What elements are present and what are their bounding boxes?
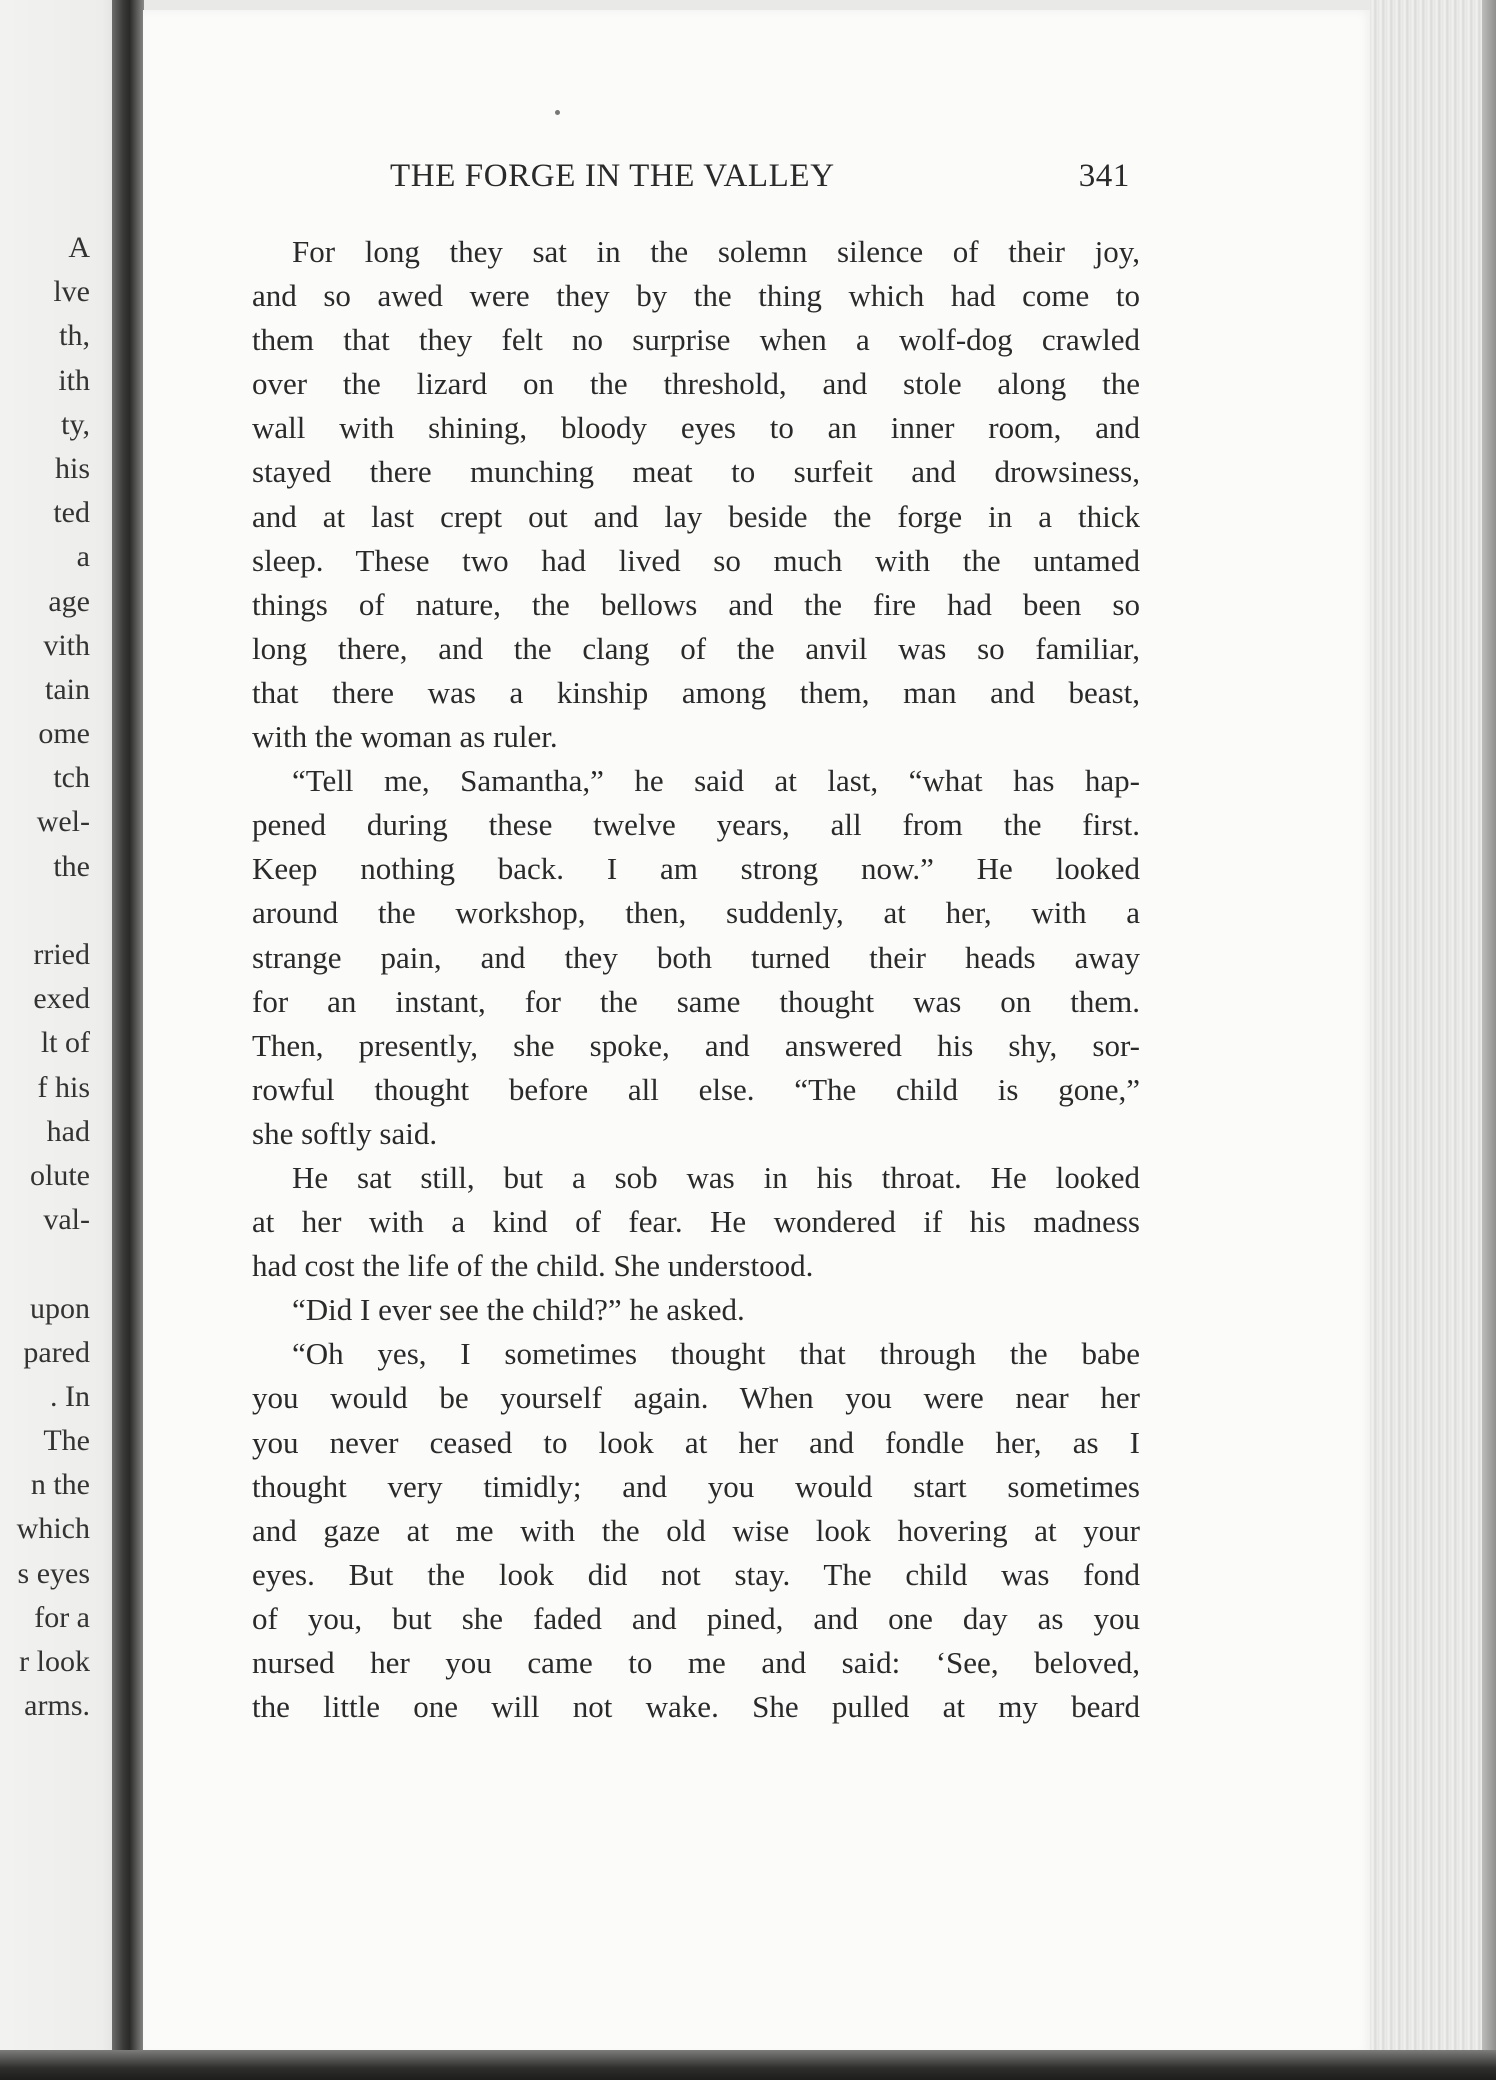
left-page-fragment: upon <box>30 1291 90 1325</box>
text-line: He sat still, but a sob was in his throat. He looked <box>292 1159 1140 1195</box>
text-line: sleep. These two had lived so much with the untamed <box>252 542 1140 578</box>
book-cover-edge <box>1482 0 1496 2060</box>
text-line: Then, presently, she spoke, and answered his shy, sor- <box>252 1027 1140 1063</box>
left-page-fragment: ith <box>58 363 90 397</box>
text-line: and so awed were they by the thing which had come to <box>252 278 1140 314</box>
left-page-fragment: tain <box>45 672 90 706</box>
text-line: eyes. But the look did not stay. The child was fond <box>252 1556 1140 1592</box>
left-page-fragment: age <box>48 584 90 618</box>
text-line: of you, but she faded and pined, and one day as you <box>252 1600 1140 1636</box>
left-page-fragment: lve <box>53 275 90 309</box>
text-line: around the workshop, then, suddenly, at her, with a <box>252 895 1140 931</box>
left-page-fragment: f his <box>37 1070 90 1104</box>
text-line: over the lizard on the threshold, and stole along the <box>252 366 1140 402</box>
text-line: the little one will not wake. She pulled at my beard <box>252 1689 1140 1725</box>
text-line: “Oh yes, I sometimes thought that through the babe <box>292 1336 1140 1372</box>
text-line: thought very timidly; and you would start sometimes <box>252 1468 1140 1504</box>
left-page-fragment: s eyes <box>17 1556 90 1590</box>
text-line: you would be yourself again. When you were near her <box>252 1380 1140 1416</box>
left-page-fragment: The <box>43 1424 90 1458</box>
left-page-fragment: val- <box>43 1203 90 1237</box>
left-page-fragment: pared <box>23 1335 90 1369</box>
text-line: things of nature, the bellows and the fire had been so <box>252 586 1140 622</box>
text-line: Keep nothing back. I am strong now.” He looked <box>252 851 1140 887</box>
page-number: 341 <box>1078 158 1130 194</box>
left-page-fragment: a <box>76 540 90 574</box>
text-line: she softly said. <box>252 1115 438 1151</box>
left-page-fragment: which <box>16 1512 90 1546</box>
left-page-fragment: A <box>68 231 90 264</box>
text-line: them that they felt no surprise when a wolf-dog crawled <box>252 322 1140 358</box>
text-line: with the woman as ruler. <box>252 719 558 755</box>
text-line: and gaze at me with the old wise look hovering at your <box>252 1512 1140 1548</box>
left-page-fragment <box>0 889 90 933</box>
left-page-fragment: his <box>54 451 90 485</box>
left-page-fragment: r look <box>19 1645 90 1678</box>
text-line: stayed there munching meat to surfeit and drowsiness, <box>252 454 1140 490</box>
text-line: and at last crept out and lay beside the forge in a thick <box>252 498 1140 534</box>
left-page-fragment: olute <box>30 1158 90 1192</box>
left-page-fragment: exed <box>33 982 90 1016</box>
text-line: rowful thought before all else. “The child is gone,” <box>252 1071 1140 1107</box>
running-head <box>390 158 1130 195</box>
left-page-fragment: ome <box>38 717 90 751</box>
text-line: “Tell me, Samantha,” he said at last, “what has hap- <box>292 763 1140 799</box>
left-page-fragment: lt of <box>40 1026 90 1060</box>
left-page <box>0 0 128 2080</box>
left-page-fragment: arms. <box>24 1689 90 1723</box>
text-line: had cost the life of the child. She understood. <box>252 1248 814 1284</box>
left-page-text-fragments <box>0 226 90 1728</box>
text-line: at her with a kind of fear. He wondered if his madness <box>252 1204 1140 1240</box>
text-line: For long they sat in the solemn silence of their joy, <box>292 234 1140 269</box>
book-gutter <box>112 0 144 2080</box>
text-line: wall with shining, bloody eyes to an inner room, and <box>252 410 1140 446</box>
body-text <box>252 230 1140 1729</box>
text-line: for an instant, for the same thought was on them. <box>252 983 1140 1019</box>
left-page-fragment: vith <box>43 628 90 662</box>
left-page-fragment: rried <box>33 938 90 971</box>
left-page-fragment: the <box>53 849 90 883</box>
text-line: you never ceased to look at her and fondle her, as I <box>252 1424 1140 1460</box>
left-page-fragment <box>0 1242 90 1286</box>
left-page-fragment: for a <box>34 1600 90 1634</box>
text-line: strange pain, and they both turned their heads away <box>252 939 1140 975</box>
text-line: pened during these twelve years, all from the first. <box>252 807 1140 843</box>
text-line: long there, and the clang of the anvil was so familiar, <box>252 630 1140 666</box>
page-edges <box>1370 0 1496 2060</box>
left-page-fragment: . In <box>50 1379 90 1413</box>
print-speck <box>555 110 560 115</box>
left-page-fragment: n the <box>30 1468 90 1502</box>
text-line: that there was a kinship among them, man and beast, <box>252 674 1140 710</box>
left-page-fragment: th, <box>59 319 90 353</box>
text-line: “Did I ever see the child?” he asked. <box>292 1292 745 1328</box>
left-page-fragment: had <box>46 1114 90 1148</box>
left-page-fragment: ty, <box>61 407 90 441</box>
left-page-fragment: ted <box>53 496 90 530</box>
book-bottom-edge <box>0 2050 1496 2080</box>
left-page-fragment: tch <box>53 761 90 795</box>
running-head-title: THE FORGE IN THE VALLEY <box>390 158 835 194</box>
text-line: nursed her you came to me and said: ‘See, beloved, <box>252 1645 1140 1680</box>
left-page-fragment: wel- <box>36 805 90 839</box>
